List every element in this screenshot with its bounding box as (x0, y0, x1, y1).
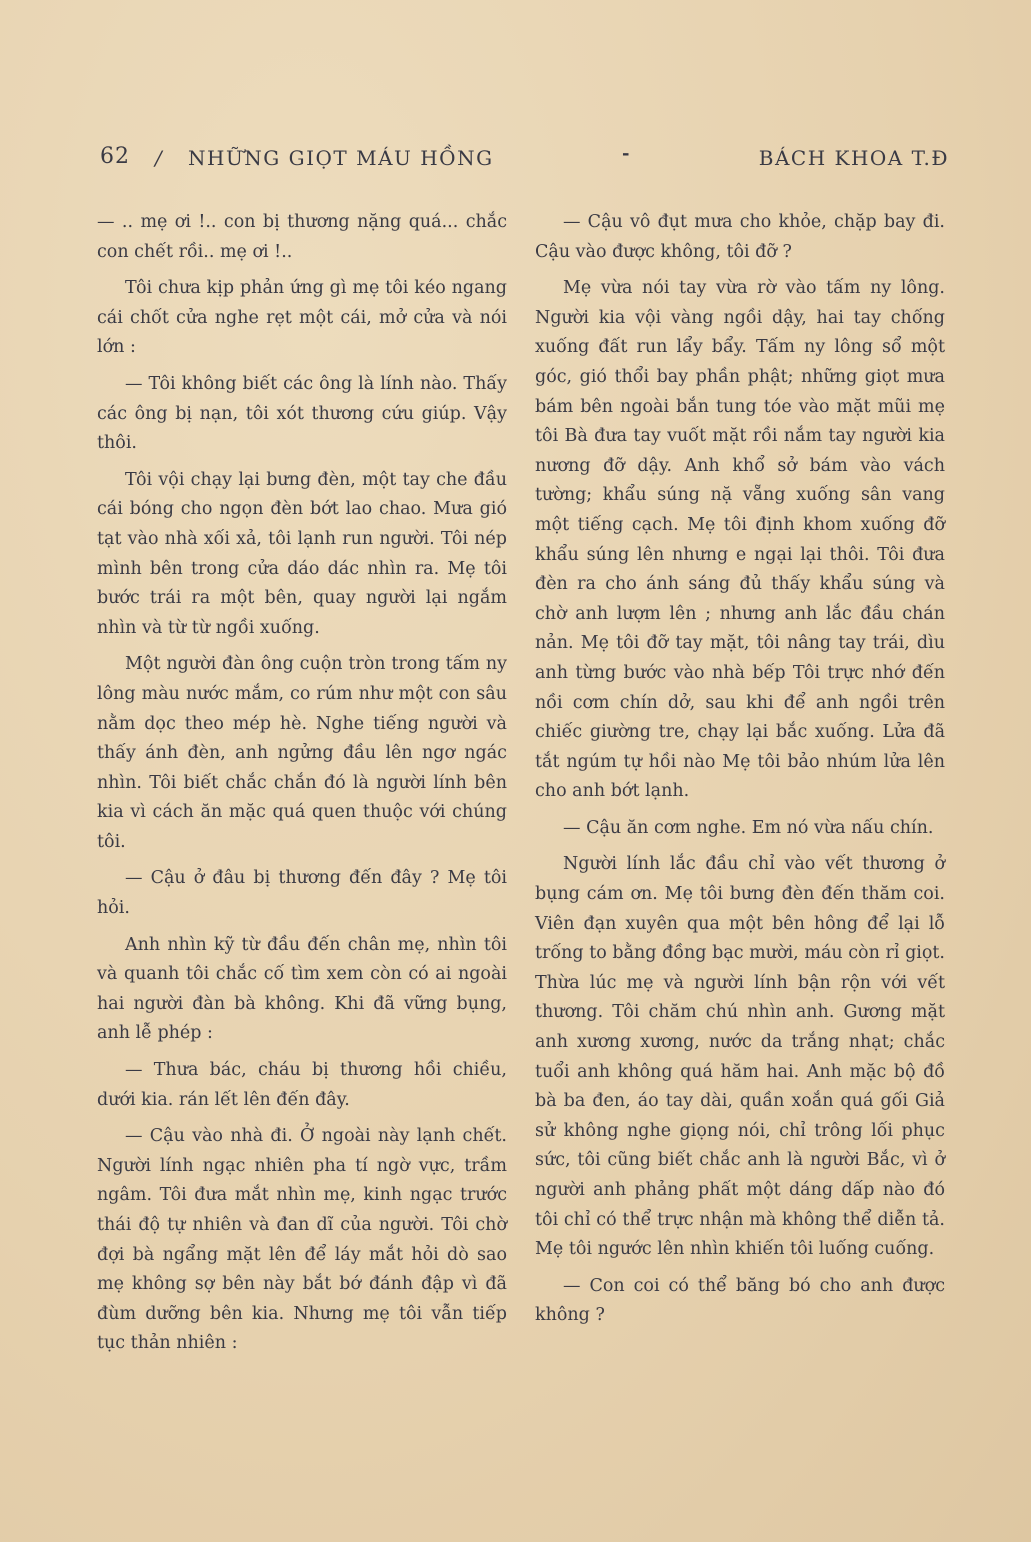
page-number: 62 (100, 144, 130, 169)
paragraph: — Cậu vào nhà đi. Ở ngoài này lạnh chết. Người lính ngạc nhiên pha tí ngờ vực, trầm ngâm. Tôi đưa mắt nhìn mẹ, kinh ngạc trước thái độ tự nhiên và đan dĩ của người. Tôi chờ đợi bà ngẩng mặt lên để láy mắt hỏi dò sao mẹ không sợ bên này bắt bớ đánh đập vì đã đùm dưỡng bên kia. Nhưng mẹ tôi vẫn tiếp tục thản nhiên : (97, 1126, 507, 1354)
paragraph: — Tôi không biết các ông là lính nào. Thấy các ông bị nạn, tôi xót thương cứu giúp. Vậy thôi. (97, 373, 507, 454)
paragraph: Một người đàn ông cuộn tròn trong tấm ny lông màu nước mắm, co rúm như một con sâu nằm dọc theo mép hè. Nghe tiếng người và thấy ánh đèn, anh ngửng đầu lên ngơ ngác nhìn. Tôi biết chắc chắn đó là người lính bên kia vì cách ăn mặc quá quen thuộc với chúng tôi. (97, 654, 507, 852)
header-separator: / (155, 146, 162, 170)
right-column (535, 208, 945, 1338)
paragraph: Người lính lắc đầu chỉ vào vết thương ở bụng cám ơn. Mẹ tôi bưng đèn đến thăm coi. Viên đạn xuyên qua một bên hông để lại lỗ trống to bằng đồng bạc mười, máu còn rỉ giọt. Thừa lúc mẹ và người lính bận rộn với vết thương. Tôi chăm chú nhìn anh. Gương mặt anh xương xương, nước da trắng nhạt; chắc tuổi anh không quá hăm hai. Anh mặc bộ đồ bà ba đen, áo tay dài, quần xoắn quá gối Giả sử không nghe giọng nói, chỉ trông lối phục sức, tôi cũng biết chắc anh là người Bắc, vì ở người anh phảng phất một dáng dấp nào đó tôi chỉ có thể trực nhận mà không thể diễn tả. Mẹ tôi ngước lên nhìn khiến tôi luống cuống. (535, 854, 945, 1260)
paragraph: — Thưa bác, cháu bị thương hồi chiều, dưới kia. rán lết lên đến đây. (97, 1060, 507, 1110)
paragraph: — Con coi có thể băng bó cho anh được không ? (535, 1275, 945, 1326)
paragraph: Anh nhìn kỹ từ đầu đến chân mẹ, nhìn tôi và quanh tôi chắc cố tìm xem còn có ai ngoài hai người đàn bà không. Khi đã vững bụng, anh lễ phép : (97, 934, 507, 1044)
paragraph: Mẹ vừa nói tay vừa rờ vào tấm ny lông. Người kia vội vàng ngồi dậy, hai tay chống xuống đất run lẩy bẩy. Tấm ny lông sổ một góc, gió thổi bay phần phật; những giọt mưa bám bên ngoài bắn tung tóe vào mặt mũi mẹ tôi Bà đưa tay vuốt mặt rồi nắm tay người kia nương đỡ dậy. Anh khổ sở bám vào vách tường; khẩu súng nặ vẵng xuống sân vang một tiếng cạch. Mẹ tôi định khom xuống đỡ khẩu súng lên nhưng e ngại lại thôi. Tôi đưa đèn ra cho ánh sáng đủ thấy khẩu súng và chờ anh lượm lên ; nhưng anh lắc đầu chán nản. Mẹ tôi đỡ tay mặt, tôi nâng tay trái, dìu anh từng bước vào nhà bếp Tôi trực nhớ đến nồi cơm chín dở, sau khi để anh ngồi trên chiếc giường tre, chạy lại bắc xuống. Lửa đã tắt ngúm tự hồi nào Mẹ tôi bảo nhúm lửa lên cho anh bớt lạnh. (535, 278, 945, 802)
paragraph: — Cậu vô đụt mưa cho khỏe, chặp bay đi. Cậu vào được không, tôi đỡ ? (535, 212, 945, 262)
magazine-name: BÁCH KHOA T.Đ (758, 146, 949, 170)
paragraph: Tôi chưa kịp phản ứng gì mẹ tôi kéo ngang cái chốt cửa nghe rẹt một cái, mở cửa và nói lớn : (97, 278, 507, 358)
paragraph: — .. mẹ ơi !.. con bị thương nặng quá... chắc con chết rồi.. mẹ ơi !.. (97, 212, 507, 262)
left-column (97, 208, 507, 1366)
running-title: NHỮNG GIỌT MÁU HỒNG (188, 146, 494, 170)
paragraph: — Cậu ở đâu bị thương đến đây ? Mẹ tôi hỏi. (97, 868, 507, 919)
paragraph: Tôi vội chạy lại bưng đèn, một tay che đầu cái bóng cho ngọn đèn bớt lao chao. Mưa gió tạt vào nhà xối xả, tôi lạnh run người. Tôi nép mình bên trong cửa dáo dác nhìn ra. Mẹ tôi bước trái ra một bên, quay người lại ngắm nhìn và từ từ ngồi xuống. (97, 469, 507, 638)
paragraph: — Cậu ăn cơm nghe. Em nó vừa nấu chín. (563, 817, 934, 838)
header-mark: - (622, 143, 630, 164)
